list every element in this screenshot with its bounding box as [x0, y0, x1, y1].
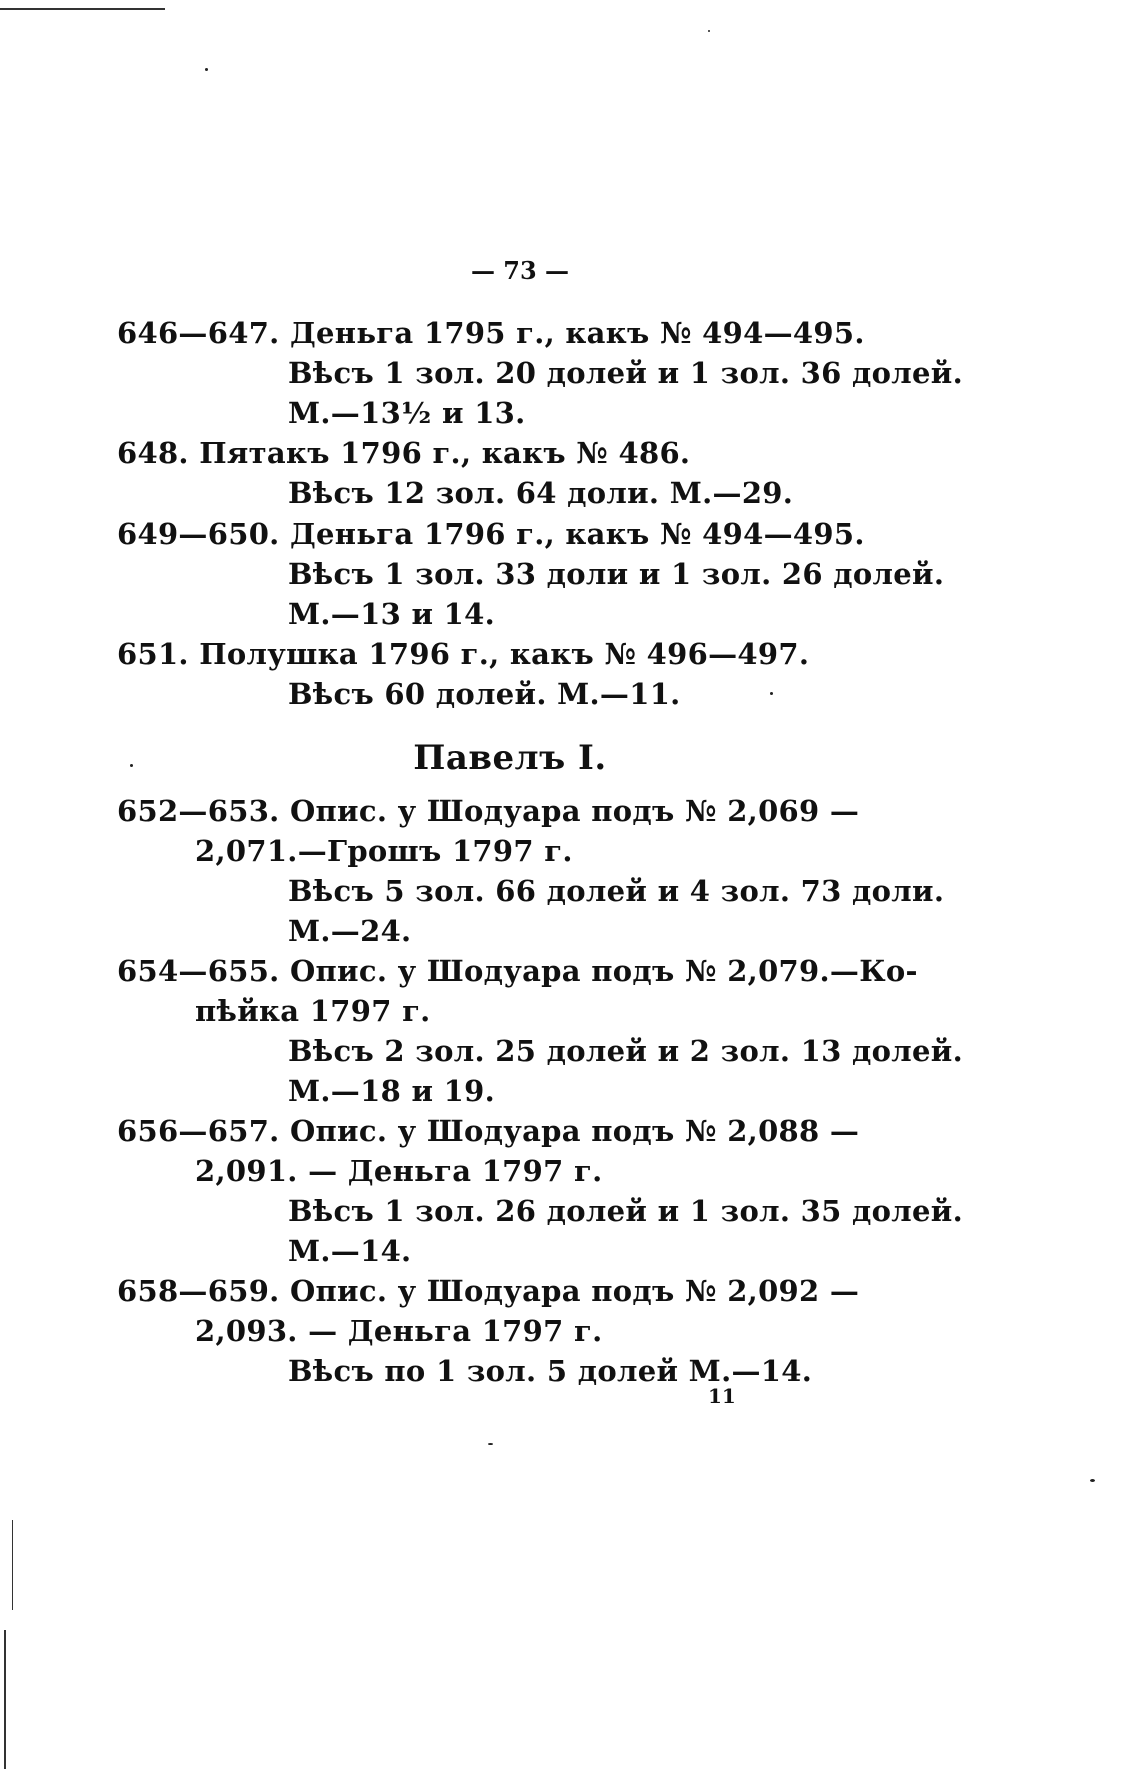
entry-heading: 648. Пятакъ 1796 г., какъ № 486.: [117, 436, 691, 470]
scan-speck: [130, 764, 133, 767]
entry-continuation: пѣйка 1797 г.: [195, 994, 431, 1028]
entry-line: Вѣсъ 1 зол. 33 доли и 1 зол. 26 долей.: [288, 557, 945, 591]
entry-continuation: 2,071.—Грошъ 1797 г.: [195, 834, 573, 868]
entry-line: М.—14.: [288, 1234, 412, 1268]
entry-continuation: 2,091. — Деньга 1797 г.: [195, 1154, 603, 1188]
entry-line: М.—24.: [288, 914, 412, 948]
entry-heading: 658—659. Опис. у Шодуара подъ № 2,092 —: [117, 1274, 860, 1308]
entry-line: Вѣсъ 12 зол. 64 доли. М.—29.: [288, 476, 794, 510]
scan-speck: [205, 68, 208, 71]
entry-heading: 656—657. Опис. у Шодуара подъ № 2,088 —: [117, 1114, 860, 1148]
entry-line: М.—18 и 19.: [288, 1074, 496, 1108]
entry-line: Вѣсъ 5 зол. 66 долей и 4 зол. 73 доли.: [288, 874, 945, 908]
entry-heading: 646—647. Деньга 1795 г., какъ № 494—495.: [117, 316, 865, 350]
entry-heading: 652—653. Опис. у Шодуара подъ № 2,069 —: [117, 794, 860, 828]
entry-heading: 651. Полушка 1796 г., какъ № 496—497.: [117, 637, 810, 671]
entry-heading: 654—655. Опис. у Шодуара подъ № 2,079.—Ко-: [117, 954, 918, 988]
scan-speck: [1090, 1479, 1095, 1482]
entry-line: Вѣсъ 2 зол. 25 долей и 2 зол. 13 долей.: [288, 1034, 963, 1068]
scan-edge-mark: [12, 1520, 13, 1610]
entry-line: Вѣсъ 60 долей. М.—11.: [288, 677, 681, 711]
page-number: — 73 —: [470, 256, 570, 285]
entry-line: Вѣсъ по 1 зол. 5 долей М.—14.: [288, 1354, 813, 1388]
entry-line: М.—13½ и 13.: [288, 396, 526, 430]
scan-speck: [708, 30, 710, 32]
entry-line: Вѣсъ 1 зол. 26 долей и 1 зол. 35 долей.: [288, 1194, 963, 1228]
entry-continuation: 2,093. — Деньга 1797 г.: [195, 1314, 603, 1348]
scan-speck: [770, 692, 773, 695]
signature-mark: 11: [708, 1384, 736, 1408]
entry-line: М.—13 и 14.: [288, 597, 496, 631]
entry-heading: 649—650. Деньга 1796 г., какъ № 494—495.: [117, 517, 865, 551]
entry-line: Вѣсъ 1 зол. 20 долей и 1 зол. 36 долей.: [288, 356, 963, 390]
section-heading: Павелъ I.: [413, 738, 607, 778]
scan-edge-mark: [4, 1630, 6, 1769]
scan-edge-mark: [0, 8, 165, 10]
scan-speck: [488, 1443, 493, 1445]
